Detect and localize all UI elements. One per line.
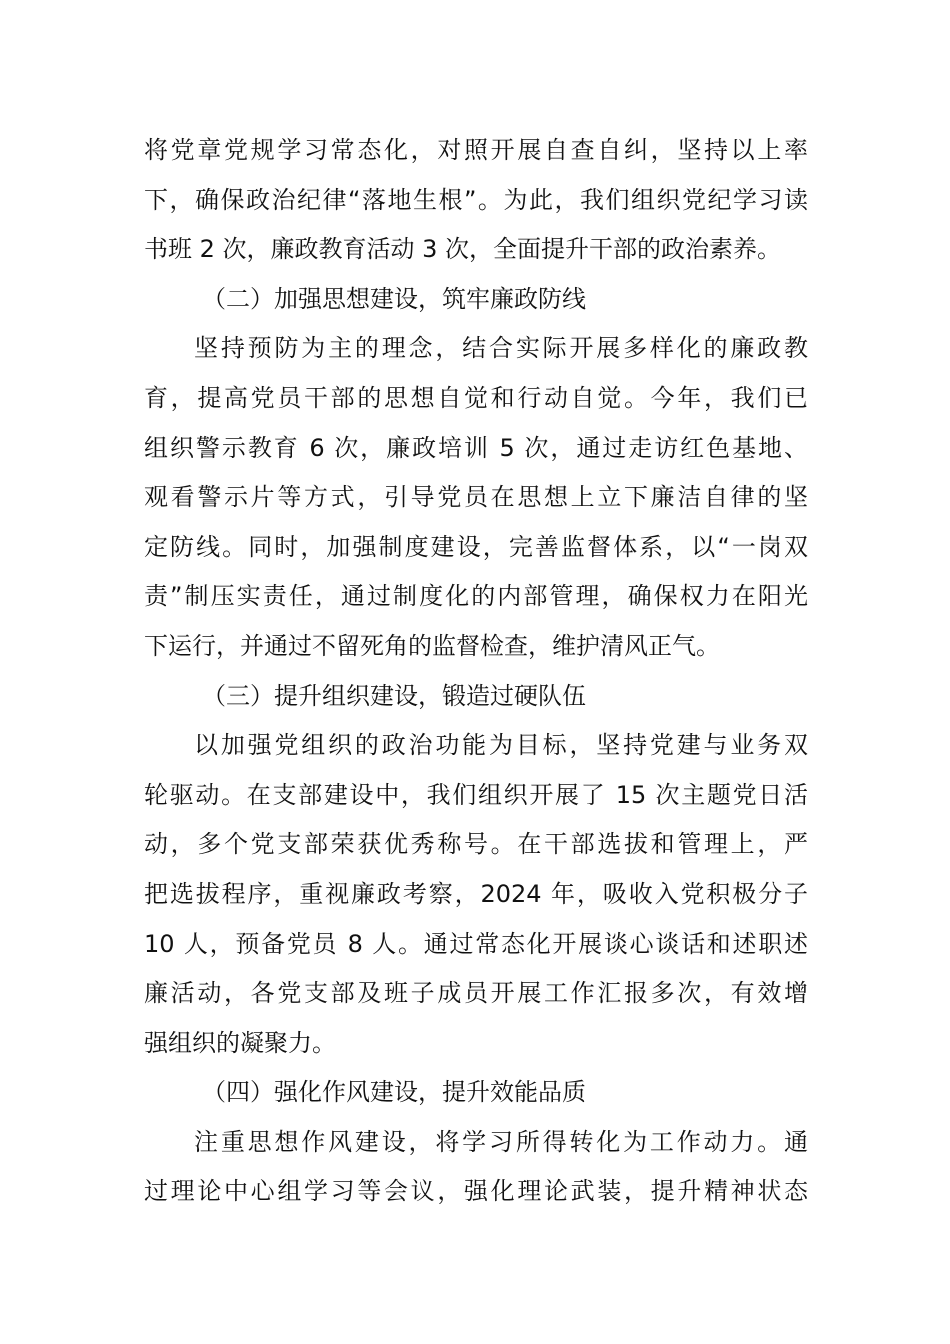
paragraph-line: 强组织的凝聚力。: [144, 1028, 336, 1057]
paragraph-line: 下，确保政治纪律“落地生根”。为此，我们组织党纪学习读: [144, 185, 808, 214]
paragraph-line: 下运行，并通过不留死角的监督检查，维护清风正气。: [144, 631, 720, 660]
document-body: [144, 126, 808, 1217]
paragraph-line: 把选拔程序，重视廉政考察，2024 年，吸收入党积极分子: [144, 879, 808, 908]
paragraph-line: 10 人，预备党员 8 人。通过常态化开展谈心谈话和述职述: [144, 929, 808, 958]
paragraph-line: 育，提高党员干部的思想自觉和行动自觉。今年，我们已: [144, 383, 808, 412]
paragraph-line: 轮驱动。在支部建设中，我们组织开展了 15 次主题党日活: [144, 780, 808, 809]
section-heading-2: （二）加强思想建设，筑牢廉政防线: [202, 284, 586, 313]
paragraph-line: 过理论中心组学习等会议，强化理论武装，提升精神状态: [144, 1177, 808, 1206]
section-heading-4: （四）强化作风建设，提升效能品质: [202, 1078, 586, 1107]
paragraph-line: 责”制压实责任，通过制度化的内部管理，确保权力在阳光: [144, 582, 808, 611]
paragraph-line: 注重思想作风建设，将学习所得转化为工作动力。通: [194, 1127, 808, 1156]
section-heading-3: （三）提升组织建设，锻造过硬队伍: [202, 681, 586, 710]
paragraph-line: 组织警示教育 6 次，廉政培训 5 次，通过走访红色基地、: [144, 433, 808, 462]
paragraph-line: 将党章党规学习常态化，对照开展自查自纠，坚持以上率: [144, 136, 808, 164]
paragraph-line: 定防线。同时，加强制度建设，完善监督体系，以“一岗双: [144, 532, 808, 561]
paragraph-line: 书班 2 次，廉政教育活动 3 次，全面提升干部的政治素养。: [144, 235, 782, 264]
paragraph-line: 廉活动，各党支部及班子成员开展工作汇报多次，有效增: [144, 979, 808, 1008]
paragraph-line: 观看警示片等方式，引导党员在思想上立下廉洁自律的坚: [144, 483, 808, 512]
paragraph-line: 坚持预防为主的理念，结合实际开展多样化的廉政教: [194, 334, 808, 363]
paragraph-line: 以加强党组织的政治功能为目标，坚持党建与业务双: [194, 731, 808, 760]
paragraph-line: 动，多个党支部荣获优秀称号。在干部选拔和管理上，严: [144, 830, 808, 859]
